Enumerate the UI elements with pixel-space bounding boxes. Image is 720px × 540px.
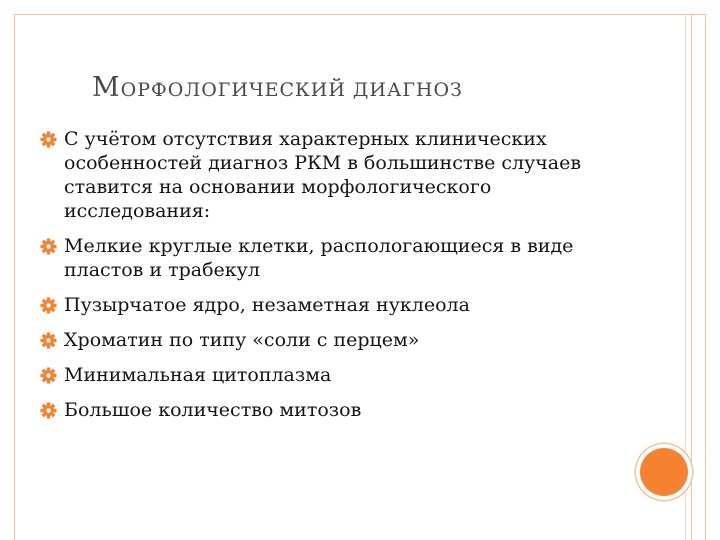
bullet-list [40,127,640,433]
slide-frame-right-line [691,14,692,540]
orange-gear-bullet-icon [40,332,57,349]
title-initial: М [92,72,121,103]
orange-gear-bullet-icon [40,402,57,419]
bullet-item [40,127,640,223]
bullet-item [40,293,640,317]
bullet-text: Мелкие круглые клетки, распологающиеся в виде пластов и трабекул [64,235,574,281]
bullet-item [40,328,640,352]
orange-gear-bullet-icon [40,238,57,255]
bullet-item [40,363,640,387]
orange-gear-bullet-icon [40,367,57,384]
bullet-item [40,234,640,282]
orange-gear-bullet-icon [40,297,57,314]
orange-gear-bullet-icon [40,131,57,148]
orange-circle-decoration [640,448,688,496]
bullet-text: Минимальная цитоплазма [64,364,332,386]
bullet-text: С учётом отсутствия характерных клинических особенностей диагноз РКМ в большинстве случаев ставится на основании морфологического исследования: [64,128,582,222]
bullet-text: Пузырчатое ядро, незаметная нуклеола [64,294,470,316]
slide-title [92,72,463,103]
bullet-text: Хроматин по типу «соли с перцем» [64,329,420,351]
bullet-item [40,398,640,422]
title-rest: ОРФОЛОГИЧЕСКИЙ ДИАГНОЗ [120,79,463,101]
bullet-text: Большое количество митозов [64,399,362,421]
